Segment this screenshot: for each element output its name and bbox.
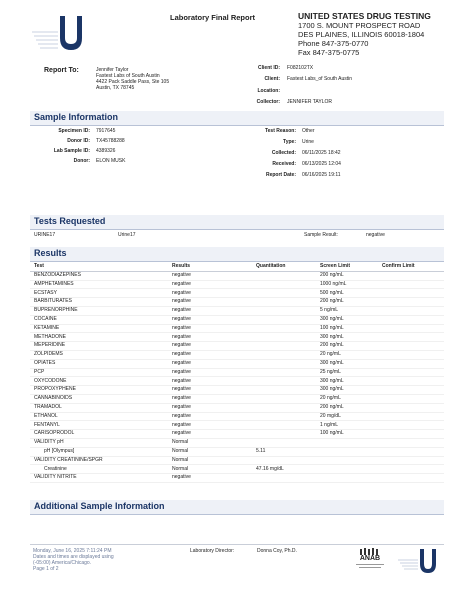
collector-name: JENNIFER TAYLOR <box>287 99 333 105</box>
donor-id: TX45788288 <box>96 138 125 144</box>
table-row <box>30 307 444 316</box>
table-row <box>30 334 444 343</box>
report-to-street: 4422 Pack Saddle Pass, Ste 105 <box>96 79 170 85</box>
anab-logo <box>352 548 388 572</box>
footer-divider <box>30 544 444 545</box>
client-name: Fastest Labs_of South Austin <box>287 76 353 82</box>
table-row <box>30 298 444 307</box>
result-value: negative <box>172 324 191 331</box>
table-row <box>30 457 444 466</box>
result-screen-limit: 200 ng/mL <box>320 298 344 305</box>
result-test: TRAMADOL <box>34 404 62 410</box>
table-row <box>30 466 444 475</box>
report-date-label: Report Date: <box>265 172 296 178</box>
footer-logo <box>396 546 442 578</box>
table-row <box>30 395 444 404</box>
test-name: Urine17 <box>118 232 136 238</box>
result-screen-limit: 300 ng/mL <box>320 316 344 322</box>
result-value: negative <box>172 342 191 349</box>
test-code: URINE17 <box>34 232 56 238</box>
table-row <box>30 439 444 448</box>
result-screen-limit: 200 ng/mL <box>320 342 344 349</box>
result-screen-limit: 300 ng/mL <box>320 386 344 393</box>
table-row <box>30 474 444 483</box>
collected-value: 06/11/2025 18:42 <box>302 150 341 156</box>
footer-note-1: Dates and times are displayed using <box>33 554 114 560</box>
tests-requested-heading: Tests Requested <box>34 216 106 226</box>
result-value: negative <box>172 386 191 393</box>
result-test: MEPERIDINE <box>34 342 66 349</box>
result-screen-limit: 300 ng/mL <box>320 377 344 384</box>
table-row <box>30 413 444 422</box>
col-screen-limit: Screen Limit <box>320 263 351 269</box>
type-label: Type: <box>283 139 296 145</box>
client-label: Client: <box>264 76 280 82</box>
result-screen-limit: 300 ng/mL <box>320 360 344 366</box>
result-screen-limit: 1 ng/mL <box>320 421 339 428</box>
report-to-label: Report To: <box>44 67 79 74</box>
result-test: BUPRENORPHINE <box>34 307 78 314</box>
director-name: Donna Coy, Ph.D. <box>257 548 297 554</box>
donor-id-label: Donor ID: <box>67 138 90 144</box>
result-test: Creatinine <box>44 465 67 472</box>
result-test: BARBITURATES <box>34 298 72 305</box>
result-screen-limit: 200 ng/mL <box>320 404 344 410</box>
result-test: pH [Olympus] <box>44 448 75 454</box>
result-value: negative <box>172 280 191 287</box>
col-confirm-limit: Confirm Limit <box>382 263 415 269</box>
result-test: VALIDITY NITRITE <box>34 474 77 481</box>
table-row <box>30 378 444 387</box>
result-test: VALIDITY pH <box>34 439 64 446</box>
report-title: Laboratory Final Report <box>170 13 256 22</box>
result-test: OPIATES <box>34 360 56 366</box>
report-date-value: 06/16/2025 19:11 <box>302 172 341 178</box>
table-row <box>30 290 444 299</box>
table-row <box>30 281 444 290</box>
donor-label: Donor: <box>73 158 90 164</box>
result-value: negative <box>172 351 191 358</box>
result-value: negative <box>172 307 191 314</box>
additional-info-heading: Additional Sample Information <box>34 501 165 511</box>
result-test: FENTANYL <box>34 421 60 428</box>
location-label: Location: <box>257 88 280 94</box>
col-results: Results <box>172 263 191 269</box>
reason-label: Test Reason: <box>264 128 296 134</box>
client-id: F082102TX <box>287 65 314 71</box>
result-test: VALIDITY CREATININE/SPGR <box>34 456 103 463</box>
result-test: ECSTASY <box>34 289 57 296</box>
result-value: Normal <box>172 456 189 463</box>
results-heading: Results <box>34 248 67 258</box>
result-screen-limit: 20 ng/mL <box>320 351 341 358</box>
result-value: negative <box>172 289 191 296</box>
anab-text: ANAB <box>359 555 381 562</box>
result-quantitation: 47.16 mg/dL <box>256 465 284 472</box>
result-value: Normal <box>172 465 189 472</box>
report-to-city: Austin, TX 78745 <box>96 85 135 91</box>
result-screen-limit: 500 ng/mL <box>320 289 344 296</box>
results-header-row <box>30 263 444 272</box>
report-to-name: Jennifer Taylor <box>96 67 129 73</box>
result-screen-limit: 1000 ng/mL <box>320 280 347 287</box>
result-screen-limit: 100 ng/mL <box>320 430 344 437</box>
result-test: CANNABINOIDS <box>34 395 73 402</box>
result-test: COCAINE <box>34 316 57 322</box>
sample-info-heading: Sample Information <box>34 112 119 122</box>
result-value: Normal <box>172 439 189 446</box>
reason-value: Other <box>302 128 315 134</box>
footer-page: Page 1 of 2 <box>33 566 59 572</box>
result-value: negative <box>172 360 191 366</box>
lab-sample-label: Lab Sample ID: <box>53 148 90 154</box>
result-value: negative <box>172 368 191 375</box>
result-test: BENZODIAZEPINES <box>34 272 81 278</box>
table-row <box>30 404 444 413</box>
results-bar <box>30 247 444 262</box>
lab-logo-icon <box>30 12 90 54</box>
lab-fax: Fax 847-375-0775 <box>298 48 360 57</box>
received-value: 06/13/2025 12:04 <box>302 161 341 167</box>
client-id-label: Client ID: <box>258 65 280 71</box>
result-screen-limit: 200 ng/mL <box>320 272 344 278</box>
specimen-label: Specimen ID: <box>58 128 90 134</box>
result-screen-limit: 100 ng/mL <box>320 324 344 331</box>
donor-name: ELON MUSK <box>96 158 126 164</box>
col-quantitation: Quantitation <box>256 263 286 269</box>
lab-phone: Phone 847-375-0770 <box>298 39 369 48</box>
report-to-org: Fastest Labs of South Austin <box>96 73 160 79</box>
result-value: negative <box>172 474 191 481</box>
footer-logo-icon <box>396 546 442 578</box>
col-test: Test <box>34 263 44 269</box>
result-test: KETAMINE <box>34 324 60 331</box>
table-row <box>30 342 444 351</box>
type-value: Urine <box>302 139 314 145</box>
result-value: negative <box>172 430 191 437</box>
result-value: negative <box>172 316 191 322</box>
result-test: ZOLPIDEMS <box>34 351 63 358</box>
table-row <box>30 351 444 360</box>
result-value: negative <box>172 377 191 384</box>
table-row <box>30 422 444 431</box>
table-row <box>30 316 444 325</box>
additional-info-bar <box>30 500 444 515</box>
result-value: negative <box>172 298 191 305</box>
result-test: METHADONE <box>34 333 66 340</box>
collector-label: Collector: <box>256 99 280 105</box>
collected-label: Collected: <box>271 150 296 156</box>
lab-sample-id: 4389326 <box>96 148 116 154</box>
result-test: OXYCODONE <box>34 377 67 384</box>
table-row <box>30 369 444 378</box>
lab-logo <box>30 12 90 54</box>
received-label: Received: <box>272 161 296 167</box>
result-screen-limit: 25 ng/mL <box>320 368 341 375</box>
table-row <box>30 272 444 281</box>
result-value: negative <box>172 333 191 340</box>
table-row <box>30 448 444 457</box>
result-screen-limit: 20 ng/mL <box>320 395 341 402</box>
sample-result-label: Sample Result: <box>304 232 338 238</box>
lab-name: UNITED STATES DRUG TESTING <box>298 11 431 21</box>
table-row <box>30 430 444 439</box>
result-value: Normal <box>172 448 189 454</box>
result-screen-limit: 20 mg/dL <box>320 412 341 419</box>
lab-address-2: DES PLAINES, ILLINOIS 60018-1804 <box>298 30 425 39</box>
result-value: negative <box>172 395 191 402</box>
result-quantitation: 5.11 <box>256 448 266 454</box>
sample-info-bar <box>30 111 444 126</box>
lab-address-1: 1700 S. MOUNT PROSPECT ROAD <box>298 21 421 30</box>
sample-result-value: negative <box>366 232 385 238</box>
tests-requested-bar <box>30 215 444 230</box>
specimen-id: 7917645 <box>96 128 116 134</box>
table-row <box>30 386 444 395</box>
result-test: CARISOPRODOL <box>34 430 75 437</box>
director-label: Laboratory Director: <box>190 548 235 554</box>
result-value: negative <box>172 272 191 278</box>
result-test: PROPOXYPHENE <box>34 386 76 393</box>
table-row <box>30 325 444 334</box>
footer-timestamp: Monday, June 16, 2025 7:11:24 PM <box>33 548 112 554</box>
result-test: ETHANOL <box>34 412 58 419</box>
result-value: negative <box>172 421 191 428</box>
table-row <box>30 360 444 369</box>
result-value: negative <box>172 412 191 419</box>
result-test: AMPHETAMINES <box>34 280 74 287</box>
result-test: PCP <box>34 368 45 375</box>
result-screen-limit: 5 ng/mL <box>320 307 339 314</box>
footer-note-2: (-05:00) America/Chicago. <box>33 560 92 566</box>
result-value: negative <box>172 404 191 410</box>
result-screen-limit: 300 ng/mL <box>320 333 344 340</box>
